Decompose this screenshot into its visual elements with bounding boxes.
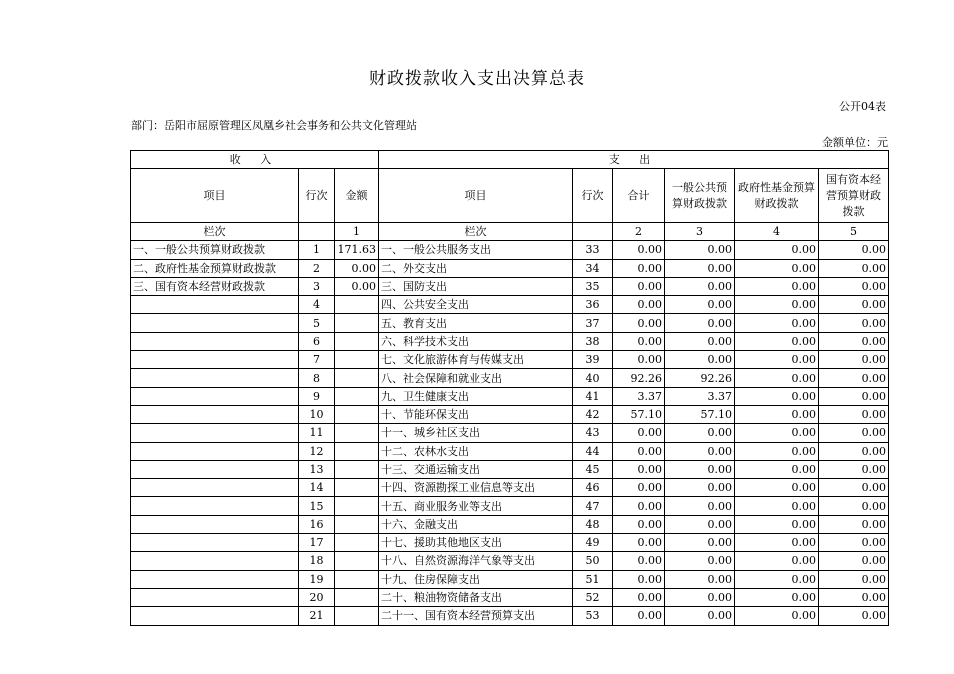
income-line-cell: 18: [299, 552, 335, 570]
income-line-header: 行次: [299, 169, 335, 223]
state-capital-cell: 0.00: [819, 351, 889, 369]
general-budget-cell: 0.00: [665, 497, 735, 515]
income-item-cell: [131, 424, 299, 442]
total-cell: 0.00: [613, 277, 665, 295]
income-line-cell: 7: [299, 351, 335, 369]
expense-line-cell: 39: [573, 351, 613, 369]
income-amount-cell: 171.63: [335, 241, 379, 259]
total-cell: 92.26: [613, 369, 665, 387]
income-line-cell: 12: [299, 442, 335, 460]
expense-line-cell: 47: [573, 497, 613, 515]
state-capital-cell: 0.00: [819, 534, 889, 552]
income-amount-cell: [335, 296, 379, 314]
gov-fund-cell: 0.00: [735, 314, 819, 332]
expense-line-cell: 36: [573, 296, 613, 314]
table-row: [131, 515, 889, 533]
total-cell: 0.00: [613, 259, 665, 277]
general-budget-cell: 0.00: [665, 460, 735, 478]
state-capital-cell: 0.00: [819, 259, 889, 277]
table-row: [131, 314, 889, 332]
gov-fund-cell: 0.00: [735, 387, 819, 405]
income-item-cell: [131, 588, 299, 606]
general-budget-cell: 0.00: [665, 479, 735, 497]
state-capital-index: 5: [819, 223, 889, 241]
expense-item-cell: 十三、交通运输支出: [379, 460, 573, 478]
gov-fund-cell: 0.00: [735, 296, 819, 314]
state-capital-cell: 0.00: [819, 588, 889, 606]
income-item-cell: 二、政府性基金预算财政拨款: [131, 259, 299, 277]
total-cell: 3.37: [613, 387, 665, 405]
column-index-row: [131, 223, 889, 241]
expense-item-cell: 十一、城乡社区支出: [379, 424, 573, 442]
expense-line-cell: 40: [573, 369, 613, 387]
gov-fund-cell: 0.00: [735, 241, 819, 259]
table-row: [131, 369, 889, 387]
gov-fund-cell: 0.00: [735, 534, 819, 552]
expense-item-cell: 十六、金融支出: [379, 515, 573, 533]
general-budget-cell: 0.00: [665, 351, 735, 369]
expense-item-cell: 二十一、国有资本经营预算支出: [379, 607, 573, 625]
income-amount-cell: [335, 570, 379, 588]
gov-fund-cell: 0.00: [735, 424, 819, 442]
state-capital-cell: 0.00: [819, 570, 889, 588]
expense-section-header: 支 出: [379, 151, 889, 169]
expense-line-cell: 46: [573, 479, 613, 497]
general-budget-cell: 0.00: [665, 515, 735, 533]
state-capital-header: 国有资本经营预算财政拨款: [819, 169, 889, 223]
state-capital-cell: 0.00: [819, 607, 889, 625]
total-cell: 0.00: [613, 351, 665, 369]
expense-line-cell: 38: [573, 332, 613, 350]
income-item-cell: 一、一般公共预算财政拨款: [131, 241, 299, 259]
state-capital-cell: 0.00: [819, 241, 889, 259]
gov-fund-cell: 0.00: [735, 460, 819, 478]
income-amount-cell: [335, 369, 379, 387]
income-index-label: 栏次: [131, 223, 299, 241]
income-amount-index: 1: [335, 223, 379, 241]
expense-item-cell: 九、卫生健康支出: [379, 387, 573, 405]
income-line-cell: 17: [299, 534, 335, 552]
total-index: 2: [613, 223, 665, 241]
gov-fund-header: 政府性基金预算财政拨款: [735, 169, 819, 223]
table-row: [131, 442, 889, 460]
table-row: [131, 277, 889, 295]
income-amount-cell: [335, 442, 379, 460]
income-amount-header: 金额: [335, 169, 379, 223]
income-item-cell: [131, 607, 299, 625]
expense-item-cell: 十二、农林水支出: [379, 442, 573, 460]
income-item-cell: [131, 460, 299, 478]
income-item-cell: [131, 369, 299, 387]
budget-table: [130, 150, 889, 626]
total-cell: 0.00: [613, 442, 665, 460]
income-amount-cell: [335, 332, 379, 350]
income-amount-cell: [335, 314, 379, 332]
expense-line-cell: 45: [573, 460, 613, 478]
table-row: [131, 479, 889, 497]
expense-item-cell: 十八、自然资源海洋气象等支出: [379, 552, 573, 570]
income-amount-cell: [335, 424, 379, 442]
expense-line-cell: 44: [573, 442, 613, 460]
income-item-cell: [131, 570, 299, 588]
total-cell: 0.00: [613, 552, 665, 570]
gov-fund-cell: 0.00: [735, 570, 819, 588]
income-line-cell: 8: [299, 369, 335, 387]
total-cell: 0.00: [613, 607, 665, 625]
expense-line-cell: 37: [573, 314, 613, 332]
state-capital-cell: 0.00: [819, 296, 889, 314]
general-budget-cell: 0.00: [665, 424, 735, 442]
gov-fund-cell: 0.00: [735, 369, 819, 387]
income-line-cell: 10: [299, 405, 335, 423]
gov-fund-cell: 0.00: [735, 497, 819, 515]
income-item-cell: [131, 534, 299, 552]
income-amount-cell: 0.00: [335, 277, 379, 295]
total-cell: 0.00: [613, 479, 665, 497]
general-budget-cell: 57.10: [665, 405, 735, 423]
expense-item-cell: 三、国防支出: [379, 277, 573, 295]
gov-fund-cell: 0.00: [735, 607, 819, 625]
state-capital-cell: 0.00: [819, 552, 889, 570]
income-line-cell: 20: [299, 588, 335, 606]
expense-line-cell: 35: [573, 277, 613, 295]
income-section-header: 收 入: [131, 151, 379, 169]
table-row: [131, 460, 889, 478]
table-row: [131, 534, 889, 552]
expense-item-cell: 十九、住房保障支出: [379, 570, 573, 588]
general-budget-cell: 0.00: [665, 332, 735, 350]
income-line-index: [299, 223, 335, 241]
state-capital-cell: 0.00: [819, 442, 889, 460]
expense-item-header: 项目: [379, 169, 573, 223]
unit-label: 金额单位：元: [822, 136, 888, 149]
table-row: [131, 570, 889, 588]
income-amount-cell: [335, 515, 379, 533]
total-cell: 0.00: [613, 497, 665, 515]
income-line-cell: 1: [299, 241, 335, 259]
total-cell: 0.00: [613, 534, 665, 552]
expense-item-cell: 二、外交支出: [379, 259, 573, 277]
income-line-cell: 13: [299, 460, 335, 478]
income-line-cell: 3: [299, 277, 335, 295]
table-row: [131, 588, 889, 606]
income-item-cell: [131, 552, 299, 570]
income-item-cell: [131, 442, 299, 460]
general-budget-cell: 0.00: [665, 442, 735, 460]
gov-fund-cell: 0.00: [735, 405, 819, 423]
department-label: 部门：岳阳市屈原管理区凤凰乡社会事务和公共文化管理站: [131, 119, 417, 132]
table-row: [131, 424, 889, 442]
income-item-cell: [131, 405, 299, 423]
table-row: [131, 259, 889, 277]
income-line-cell: 2: [299, 259, 335, 277]
gov-fund-cell: 0.00: [735, 552, 819, 570]
income-amount-cell: [335, 351, 379, 369]
table-row: [131, 332, 889, 350]
income-amount-cell: [335, 405, 379, 423]
expense-item-cell: 四、公共安全支出: [379, 296, 573, 314]
gov-fund-cell: 0.00: [735, 515, 819, 533]
general-budget-cell: 0.00: [665, 277, 735, 295]
total-cell: 57.10: [613, 405, 665, 423]
income-line-cell: 5: [299, 314, 335, 332]
income-item-header: 项目: [131, 169, 299, 223]
gov-fund-cell: 0.00: [735, 332, 819, 350]
general-budget-cell: 0.00: [665, 259, 735, 277]
gov-fund-index: 4: [735, 223, 819, 241]
expense-line-cell: 48: [573, 515, 613, 533]
income-item-cell: [131, 497, 299, 515]
state-capital-cell: 0.00: [819, 515, 889, 533]
expense-line-cell: 51: [573, 570, 613, 588]
total-cell: 0.00: [613, 241, 665, 259]
income-item-cell: [131, 515, 299, 533]
general-budget-cell: 0.00: [665, 570, 735, 588]
state-capital-cell: 0.00: [819, 387, 889, 405]
expense-line-cell: 52: [573, 588, 613, 606]
expense-item-cell: 七、文化旅游体育与传媒支出: [379, 351, 573, 369]
income-line-cell: 21: [299, 607, 335, 625]
total-cell: 0.00: [613, 424, 665, 442]
total-header: 合计: [613, 169, 665, 223]
income-amount-cell: [335, 387, 379, 405]
general-budget-cell: 3.37: [665, 387, 735, 405]
income-item-cell: [131, 479, 299, 497]
income-amount-cell: [335, 460, 379, 478]
income-amount-cell: [335, 497, 379, 515]
general-budget-cell: 0.00: [665, 296, 735, 314]
state-capital-cell: 0.00: [819, 424, 889, 442]
income-line-cell: 9: [299, 387, 335, 405]
table-row: [131, 241, 889, 259]
gov-fund-cell: 0.00: [735, 442, 819, 460]
expense-item-cell: 五、教育支出: [379, 314, 573, 332]
income-amount-cell: 0.00: [335, 259, 379, 277]
total-cell: 0.00: [613, 588, 665, 606]
income-item-cell: [131, 351, 299, 369]
table-row: [131, 296, 889, 314]
expense-line-cell: 42: [573, 405, 613, 423]
total-cell: 0.00: [613, 570, 665, 588]
expense-line-cell: 50: [573, 552, 613, 570]
expense-item-cell: 十五、商业服务业等支出: [379, 497, 573, 515]
table-row: [131, 552, 889, 570]
state-capital-cell: 0.00: [819, 332, 889, 350]
total-cell: 0.00: [613, 314, 665, 332]
expense-index-label: 栏次: [379, 223, 573, 241]
income-item-cell: [131, 314, 299, 332]
income-line-cell: 15: [299, 497, 335, 515]
income-amount-cell: [335, 607, 379, 625]
total-cell: 0.00: [613, 296, 665, 314]
form-number: 公开04表: [839, 100, 886, 113]
section-header-row: [131, 151, 889, 169]
gov-fund-cell: 0.00: [735, 479, 819, 497]
expense-line-index: [573, 223, 613, 241]
expense-line-cell: 43: [573, 424, 613, 442]
gov-fund-cell: 0.00: [735, 277, 819, 295]
expense-line-cell: 33: [573, 241, 613, 259]
expense-item-cell: 十、节能环保支出: [379, 405, 573, 423]
total-cell: 0.00: [613, 515, 665, 533]
expense-item-cell: 十七、援助其他地区支出: [379, 534, 573, 552]
income-item-cell: [131, 296, 299, 314]
state-capital-cell: 0.00: [819, 479, 889, 497]
state-capital-cell: 0.00: [819, 460, 889, 478]
gov-fund-cell: 0.00: [735, 588, 819, 606]
income-item-cell: [131, 332, 299, 350]
expense-item-cell: 六、科学技术支出: [379, 332, 573, 350]
income-amount-cell: [335, 534, 379, 552]
general-budget-cell: 0.00: [665, 534, 735, 552]
column-header-row: [131, 169, 889, 223]
income-line-cell: 14: [299, 479, 335, 497]
state-capital-cell: 0.00: [819, 405, 889, 423]
general-budget-cell: 0.00: [665, 314, 735, 332]
expense-item-cell: 一、一般公共服务支出: [379, 241, 573, 259]
state-capital-cell: 0.00: [819, 369, 889, 387]
expense-item-cell: 二十、粮油物资储备支出: [379, 588, 573, 606]
income-line-cell: 11: [299, 424, 335, 442]
total-cell: 0.00: [613, 332, 665, 350]
general-budget-cell: 92.26: [665, 369, 735, 387]
state-capital-cell: 0.00: [819, 277, 889, 295]
state-capital-cell: 0.00: [819, 314, 889, 332]
income-line-cell: 6: [299, 332, 335, 350]
expense-item-cell: 八、社会保障和就业支出: [379, 369, 573, 387]
total-cell: 0.00: [613, 460, 665, 478]
income-item-cell: 三、国有资本经营财政拨款: [131, 277, 299, 295]
table-row: [131, 497, 889, 515]
general-budget-index: 3: [665, 223, 735, 241]
general-budget-cell: 0.00: [665, 552, 735, 570]
report-title: 财政拨款收入支出决算总表: [369, 69, 585, 89]
table-row: [131, 607, 889, 625]
income-line-cell: 19: [299, 570, 335, 588]
expense-line-cell: 41: [573, 387, 613, 405]
general-budget-cell: 0.00: [665, 588, 735, 606]
income-amount-cell: [335, 552, 379, 570]
income-item-cell: [131, 387, 299, 405]
general-budget-cell: 0.00: [665, 607, 735, 625]
expense-line-cell: 34: [573, 259, 613, 277]
general-budget-cell: 0.00: [665, 241, 735, 259]
expense-line-cell: 53: [573, 607, 613, 625]
expense-item-cell: 十四、资源勘探工业信息等支出: [379, 479, 573, 497]
table-row: [131, 351, 889, 369]
general-budget-header: 一般公共预算财政拨款: [665, 169, 735, 223]
gov-fund-cell: 0.00: [735, 259, 819, 277]
expense-line-cell: 49: [573, 534, 613, 552]
income-amount-cell: [335, 588, 379, 606]
income-amount-cell: [335, 479, 379, 497]
income-line-cell: 16: [299, 515, 335, 533]
table-row: [131, 405, 889, 423]
table-row: [131, 387, 889, 405]
state-capital-cell: 0.00: [819, 497, 889, 515]
expense-line-header: 行次: [573, 169, 613, 223]
gov-fund-cell: 0.00: [735, 351, 819, 369]
income-line-cell: 4: [299, 296, 335, 314]
